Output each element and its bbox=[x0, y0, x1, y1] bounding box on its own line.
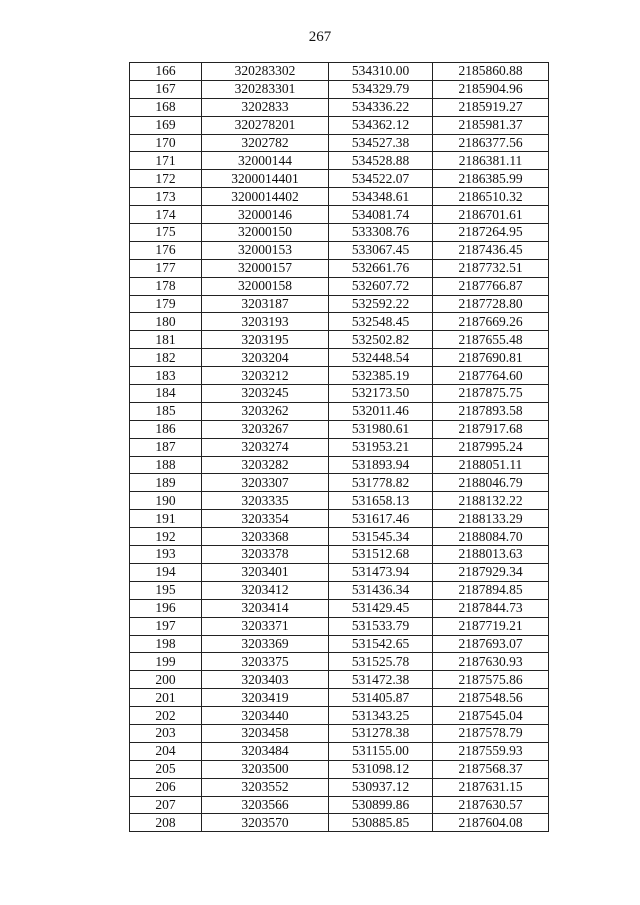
row-number-cell: 174 bbox=[130, 206, 202, 224]
x-coordinate-cell: 531512.68 bbox=[329, 546, 433, 564]
y-coordinate-cell: 2187875.75 bbox=[433, 385, 549, 403]
x-coordinate-cell: 533067.45 bbox=[329, 241, 433, 259]
x-coordinate-cell: 531472.38 bbox=[329, 671, 433, 689]
point-id-cell: 3203419 bbox=[202, 689, 329, 707]
table-row bbox=[130, 546, 549, 564]
y-coordinate-cell: 2188051.11 bbox=[433, 456, 549, 474]
point-id-cell: 3203195 bbox=[202, 331, 329, 349]
table-row bbox=[130, 563, 549, 581]
point-id-cell: 3203403 bbox=[202, 671, 329, 689]
row-number-cell: 173 bbox=[130, 188, 202, 206]
row-number-cell: 171 bbox=[130, 152, 202, 170]
x-coordinate-cell: 531155.00 bbox=[329, 742, 433, 760]
table-row bbox=[130, 349, 549, 367]
y-coordinate-cell: 2187545.04 bbox=[433, 707, 549, 725]
y-coordinate-cell: 2188084.70 bbox=[433, 528, 549, 546]
y-coordinate-cell: 2187893.58 bbox=[433, 402, 549, 420]
point-id-cell: 3203267 bbox=[202, 420, 329, 438]
point-id-cell: 3203193 bbox=[202, 313, 329, 331]
row-number-cell: 203 bbox=[130, 724, 202, 742]
row-number-cell: 200 bbox=[130, 671, 202, 689]
table-row bbox=[130, 402, 549, 420]
x-coordinate-cell: 532661.76 bbox=[329, 259, 433, 277]
table-row bbox=[130, 367, 549, 385]
row-number-cell: 201 bbox=[130, 689, 202, 707]
table-row bbox=[130, 617, 549, 635]
point-id-cell: 3203378 bbox=[202, 546, 329, 564]
point-id-cell: 3203401 bbox=[202, 563, 329, 581]
row-number-cell: 198 bbox=[130, 635, 202, 653]
point-id-cell: 32000157 bbox=[202, 259, 329, 277]
x-coordinate-cell: 534081.74 bbox=[329, 206, 433, 224]
point-id-cell: 3203552 bbox=[202, 778, 329, 796]
point-id-cell: 3200014401 bbox=[202, 170, 329, 188]
row-number-cell: 191 bbox=[130, 510, 202, 528]
y-coordinate-cell: 2186385.99 bbox=[433, 170, 549, 188]
x-coordinate-cell: 534329.79 bbox=[329, 80, 433, 98]
y-coordinate-cell: 2187604.08 bbox=[433, 814, 549, 832]
x-coordinate-cell: 530885.85 bbox=[329, 814, 433, 832]
point-id-cell: 3203440 bbox=[202, 707, 329, 725]
x-coordinate-cell: 531473.94 bbox=[329, 563, 433, 581]
table-row bbox=[130, 80, 549, 98]
table-row bbox=[130, 188, 549, 206]
row-number-cell: 207 bbox=[130, 796, 202, 814]
y-coordinate-cell: 2187630.57 bbox=[433, 796, 549, 814]
point-id-cell: 320283301 bbox=[202, 80, 329, 98]
table-row bbox=[130, 331, 549, 349]
point-id-cell: 320278201 bbox=[202, 116, 329, 134]
y-coordinate-cell: 2187548.56 bbox=[433, 689, 549, 707]
point-id-cell: 3203414 bbox=[202, 599, 329, 617]
table-row bbox=[130, 277, 549, 295]
point-id-cell: 3203500 bbox=[202, 760, 329, 778]
point-id-cell: 3203187 bbox=[202, 295, 329, 313]
row-number-cell: 185 bbox=[130, 402, 202, 420]
point-id-cell: 3203335 bbox=[202, 492, 329, 510]
x-coordinate-cell: 532385.19 bbox=[329, 367, 433, 385]
y-coordinate-cell: 2187929.34 bbox=[433, 563, 549, 581]
y-coordinate-cell: 2188046.79 bbox=[433, 474, 549, 492]
table-row bbox=[130, 116, 549, 134]
point-id-cell: 3203282 bbox=[202, 456, 329, 474]
x-coordinate-cell: 531658.13 bbox=[329, 492, 433, 510]
row-number-cell: 167 bbox=[130, 80, 202, 98]
table-row bbox=[130, 796, 549, 814]
point-id-cell: 3203371 bbox=[202, 617, 329, 635]
point-id-cell: 3203262 bbox=[202, 402, 329, 420]
x-coordinate-cell: 533308.76 bbox=[329, 224, 433, 242]
table-row bbox=[130, 653, 549, 671]
row-number-cell: 193 bbox=[130, 546, 202, 564]
row-number-cell: 195 bbox=[130, 581, 202, 599]
point-id-cell: 3203484 bbox=[202, 742, 329, 760]
y-coordinate-cell: 2187995.24 bbox=[433, 438, 549, 456]
table-row bbox=[130, 241, 549, 259]
x-coordinate-cell: 530899.86 bbox=[329, 796, 433, 814]
y-coordinate-cell: 2187559.93 bbox=[433, 742, 549, 760]
x-coordinate-cell: 532592.22 bbox=[329, 295, 433, 313]
page-number: 267 bbox=[308, 29, 332, 45]
table-row bbox=[130, 707, 549, 725]
x-coordinate-cell: 531098.12 bbox=[329, 760, 433, 778]
row-number-cell: 179 bbox=[130, 295, 202, 313]
point-id-cell: 3203354 bbox=[202, 510, 329, 528]
y-coordinate-cell: 2187631.15 bbox=[433, 778, 549, 796]
table-row bbox=[130, 259, 549, 277]
row-number-cell: 182 bbox=[130, 349, 202, 367]
point-id-cell: 32000144 bbox=[202, 152, 329, 170]
point-id-cell: 3203274 bbox=[202, 438, 329, 456]
table-row bbox=[130, 456, 549, 474]
table-row bbox=[130, 760, 549, 778]
row-number-cell: 169 bbox=[130, 116, 202, 134]
row-number-cell: 166 bbox=[130, 63, 202, 81]
table-row bbox=[130, 420, 549, 438]
point-id-cell: 3203369 bbox=[202, 635, 329, 653]
point-id-cell: 3203212 bbox=[202, 367, 329, 385]
x-coordinate-cell: 531953.21 bbox=[329, 438, 433, 456]
table-row bbox=[130, 635, 549, 653]
point-id-cell: 3202833 bbox=[202, 98, 329, 116]
row-number-cell: 183 bbox=[130, 367, 202, 385]
x-coordinate-cell: 532011.46 bbox=[329, 402, 433, 420]
x-coordinate-cell: 531545.34 bbox=[329, 528, 433, 546]
row-number-cell: 187 bbox=[130, 438, 202, 456]
y-coordinate-cell: 2186381.11 bbox=[433, 152, 549, 170]
point-id-cell: 3203570 bbox=[202, 814, 329, 832]
table-row bbox=[130, 671, 549, 689]
table-row bbox=[130, 814, 549, 832]
x-coordinate-cell: 532448.54 bbox=[329, 349, 433, 367]
row-number-cell: 184 bbox=[130, 385, 202, 403]
table-row bbox=[130, 689, 549, 707]
x-coordinate-cell: 532502.82 bbox=[329, 331, 433, 349]
x-coordinate-cell: 534528.88 bbox=[329, 152, 433, 170]
point-id-cell: 3200014402 bbox=[202, 188, 329, 206]
x-coordinate-cell: 534310.00 bbox=[329, 63, 433, 81]
row-number-cell: 196 bbox=[130, 599, 202, 617]
x-coordinate-cell: 531278.38 bbox=[329, 724, 433, 742]
point-id-cell: 32000158 bbox=[202, 277, 329, 295]
x-coordinate-cell: 531617.46 bbox=[329, 510, 433, 528]
y-coordinate-cell: 2187844.73 bbox=[433, 599, 549, 617]
row-number-cell: 168 bbox=[130, 98, 202, 116]
x-coordinate-cell: 534362.12 bbox=[329, 116, 433, 134]
point-id-cell: 32000146 bbox=[202, 206, 329, 224]
x-coordinate-cell: 534348.61 bbox=[329, 188, 433, 206]
y-coordinate-cell: 2187578.79 bbox=[433, 724, 549, 742]
table-row bbox=[130, 224, 549, 242]
coordinates-table bbox=[129, 62, 549, 832]
x-coordinate-cell: 531778.82 bbox=[329, 474, 433, 492]
y-coordinate-cell: 2186377.56 bbox=[433, 134, 549, 152]
x-coordinate-cell: 531525.78 bbox=[329, 653, 433, 671]
x-coordinate-cell: 532548.45 bbox=[329, 313, 433, 331]
table-row bbox=[130, 98, 549, 116]
x-coordinate-cell: 532173.50 bbox=[329, 385, 433, 403]
table-row bbox=[130, 170, 549, 188]
row-number-cell: 204 bbox=[130, 742, 202, 760]
table-row bbox=[130, 724, 549, 742]
row-number-cell: 188 bbox=[130, 456, 202, 474]
point-id-cell: 320283302 bbox=[202, 63, 329, 81]
table-row bbox=[130, 492, 549, 510]
table-row bbox=[130, 63, 549, 81]
row-number-cell: 199 bbox=[130, 653, 202, 671]
table-row bbox=[130, 742, 549, 760]
point-id-cell: 3203307 bbox=[202, 474, 329, 492]
row-number-cell: 192 bbox=[130, 528, 202, 546]
point-id-cell: 3203245 bbox=[202, 385, 329, 403]
row-number-cell: 177 bbox=[130, 259, 202, 277]
table-row bbox=[130, 778, 549, 796]
row-number-cell: 175 bbox=[130, 224, 202, 242]
y-coordinate-cell: 2187917.68 bbox=[433, 420, 549, 438]
row-number-cell: 178 bbox=[130, 277, 202, 295]
point-id-cell: 3203204 bbox=[202, 349, 329, 367]
table-row bbox=[130, 152, 549, 170]
x-coordinate-cell: 531343.25 bbox=[329, 707, 433, 725]
y-coordinate-cell: 2185919.27 bbox=[433, 98, 549, 116]
row-number-cell: 180 bbox=[130, 313, 202, 331]
y-coordinate-cell: 2187575.86 bbox=[433, 671, 549, 689]
table-row bbox=[130, 295, 549, 313]
y-coordinate-cell: 2187264.95 bbox=[433, 224, 549, 242]
x-coordinate-cell: 534527.38 bbox=[329, 134, 433, 152]
y-coordinate-cell: 2185981.37 bbox=[433, 116, 549, 134]
row-number-cell: 197 bbox=[130, 617, 202, 635]
x-coordinate-cell: 532607.72 bbox=[329, 277, 433, 295]
table-row bbox=[130, 206, 549, 224]
table-row bbox=[130, 313, 549, 331]
row-number-cell: 202 bbox=[130, 707, 202, 725]
row-number-cell: 189 bbox=[130, 474, 202, 492]
table-row bbox=[130, 438, 549, 456]
table-row bbox=[130, 581, 549, 599]
point-id-cell: 3203458 bbox=[202, 724, 329, 742]
row-number-cell: 194 bbox=[130, 563, 202, 581]
row-number-cell: 170 bbox=[130, 134, 202, 152]
table-row bbox=[130, 474, 549, 492]
y-coordinate-cell: 2186510.32 bbox=[433, 188, 549, 206]
point-id-cell: 32000153 bbox=[202, 241, 329, 259]
y-coordinate-cell: 2186701.61 bbox=[433, 206, 549, 224]
point-id-cell: 3202782 bbox=[202, 134, 329, 152]
x-coordinate-cell: 531405.87 bbox=[329, 689, 433, 707]
x-coordinate-cell: 534336.22 bbox=[329, 98, 433, 116]
row-number-cell: 205 bbox=[130, 760, 202, 778]
table-row bbox=[130, 528, 549, 546]
y-coordinate-cell: 2187690.81 bbox=[433, 349, 549, 367]
point-id-cell: 3203375 bbox=[202, 653, 329, 671]
row-number-cell: 172 bbox=[130, 170, 202, 188]
x-coordinate-cell: 531436.34 bbox=[329, 581, 433, 599]
y-coordinate-cell: 2187719.21 bbox=[433, 617, 549, 635]
row-number-cell: 208 bbox=[130, 814, 202, 832]
y-coordinate-cell: 2187894.85 bbox=[433, 581, 549, 599]
x-coordinate-cell: 534522.07 bbox=[329, 170, 433, 188]
table-body bbox=[130, 63, 549, 832]
row-number-cell: 206 bbox=[130, 778, 202, 796]
y-coordinate-cell: 2187764.60 bbox=[433, 367, 549, 385]
point-id-cell: 32000150 bbox=[202, 224, 329, 242]
row-number-cell: 176 bbox=[130, 241, 202, 259]
x-coordinate-cell: 531980.61 bbox=[329, 420, 433, 438]
table-row bbox=[130, 510, 549, 528]
table-row bbox=[130, 385, 549, 403]
y-coordinate-cell: 2187655.48 bbox=[433, 331, 549, 349]
y-coordinate-cell: 2187728.80 bbox=[433, 295, 549, 313]
y-coordinate-cell: 2187732.51 bbox=[433, 259, 549, 277]
x-coordinate-cell: 531533.79 bbox=[329, 617, 433, 635]
table-row bbox=[130, 134, 549, 152]
point-id-cell: 3203412 bbox=[202, 581, 329, 599]
x-coordinate-cell: 531429.45 bbox=[329, 599, 433, 617]
y-coordinate-cell: 2188132.22 bbox=[433, 492, 549, 510]
row-number-cell: 181 bbox=[130, 331, 202, 349]
point-id-cell: 3203566 bbox=[202, 796, 329, 814]
y-coordinate-cell: 2188013.63 bbox=[433, 546, 549, 564]
x-coordinate-cell: 531893.94 bbox=[329, 456, 433, 474]
row-number-cell: 186 bbox=[130, 420, 202, 438]
y-coordinate-cell: 2187630.93 bbox=[433, 653, 549, 671]
y-coordinate-cell: 2188133.29 bbox=[433, 510, 549, 528]
y-coordinate-cell: 2187693.07 bbox=[433, 635, 549, 653]
x-coordinate-cell: 530937.12 bbox=[329, 778, 433, 796]
y-coordinate-cell: 2187669.26 bbox=[433, 313, 549, 331]
row-number-cell: 190 bbox=[130, 492, 202, 510]
y-coordinate-cell: 2185860.88 bbox=[433, 63, 549, 81]
y-coordinate-cell: 2187436.45 bbox=[433, 241, 549, 259]
table-row bbox=[130, 599, 549, 617]
x-coordinate-cell: 531542.65 bbox=[329, 635, 433, 653]
y-coordinate-cell: 2187568.37 bbox=[433, 760, 549, 778]
point-id-cell: 3203368 bbox=[202, 528, 329, 546]
y-coordinate-cell: 2187766.87 bbox=[433, 277, 549, 295]
y-coordinate-cell: 2185904.96 bbox=[433, 80, 549, 98]
